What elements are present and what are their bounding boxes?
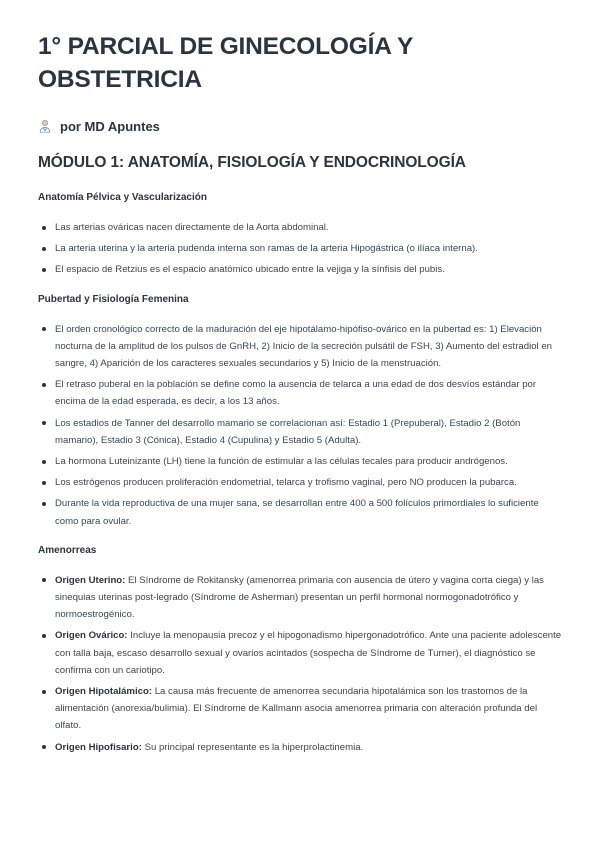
section-pubertad	[38, 293, 564, 530]
item-text: El retraso puberal en la población se define como la ausencia de telarca a una edad de dos desvíos estándar por encima de la edad esperada, es decir, a los 13 años.	[55, 379, 537, 408]
item-label: Origen Hipotalámico:	[55, 686, 153, 698]
doctor-icon	[38, 119, 52, 133]
item-text: El espacio de Retzius es el espacio anatómico ubicado entre la vejiga y la sínfisis del pubis.	[55, 264, 445, 276]
list-item	[38, 321, 564, 373]
list-item	[38, 474, 564, 491]
section-heading: Pubertad y Fisiología Femenina	[38, 293, 189, 305]
item-text: Incluye la menopausia precoz y el hipogonadismo hipergonadotrófico. Ante una paciente adolescente con talla baja, escaso desarrollo sexual y ovarios acintados (sospecha de Síndrome de Turner), el diagnóstico se confirma con un cariotipo.	[55, 630, 562, 676]
author-name: por MD Apuntes	[60, 118, 160, 134]
author-line	[38, 118, 564, 134]
list-item	[38, 219, 564, 236]
bullet-list	[38, 219, 564, 279]
item-text: Los estadios de Tanner del desarrollo mamario se correlacionan así: Estadio 1 (Prepuberal), Estadio 2 (Botón mamario), Estadio 3 (Cónica), Estadio 4 (Cupulina) y Estadio 5 (Adulta).	[55, 417, 521, 446]
list-item	[38, 495, 564, 529]
list-item	[38, 739, 564, 756]
bullet-list	[38, 321, 564, 530]
document-title: 1° PARCIAL DE GINECOLOGÍA Y OBSTETRICIA	[38, 33, 413, 93]
section-heading: Anatomía Pélvica y Vascularización	[38, 192, 207, 203]
list-item	[38, 453, 564, 470]
list-item	[38, 683, 564, 735]
item-text: La causa más frecuente de amenorrea secundaria hipotalámica son los trastornos de la alimentación (anorexia/bulimia). El Síndrome de Kallmann asocia amenorrea primaria con alteración profunda del olfato.	[55, 686, 538, 732]
item-label: Origen Ovárico:	[55, 630, 128, 642]
module-title: MÓDULO 1: ANATOMÍA, FISIOLOGÍA Y ENDOCRINOLOGÍA	[38, 154, 466, 171]
item-label: Origen Hipofisario:	[55, 741, 142, 753]
section-amenorreas	[38, 544, 564, 756]
item-text: La arteria uterina y la arteria pudenda interna son ramas de la arteria Hipogástrica (o ilíaca interna).	[55, 243, 478, 255]
item-text: Durante la vida reproductiva de una mujer sana, se desarrollan entre 400 a 500 folículos primordiales lo suficiente como para ovular.	[55, 498, 539, 527]
list-item	[38, 261, 564, 278]
bullet-list	[38, 572, 564, 756]
section-anatomia	[38, 191, 564, 279]
section-heading: Amenorreas	[38, 544, 97, 556]
list-item	[38, 240, 564, 257]
item-text: Su principal representante es la hiperprolactinemia.	[144, 741, 364, 753]
list-item	[38, 415, 564, 449]
list-item	[38, 376, 564, 410]
list-item	[38, 572, 564, 624]
item-text: Los estrógenos producen proliferación endometrial, telarca y trofismo vaginal, pero NO producen la pubarca.	[55, 477, 517, 489]
item-text: Las arterias ováricas nacen directamente de la Aorta abdominal.	[55, 222, 329, 233]
list-item	[38, 627, 564, 679]
item-text: El Síndrome de Rokitansky (amenorrea primaria con ausencia de útero y vagina corta ciega) y las sinequias uterinas post-legrado (Síndrome de Asherman) presentan un perfil hormonal normogonadotrófico y normoestrogénico.	[55, 574, 544, 621]
item-text: El orden cronológico correcto de la maduración del eje hipotálamo-hipófiso-ovárico en la pubertad es: 1) Elevación nocturna de la amplitud de los pulsos de GnRH, 2) Inicio de la secreción pulsátil de FSH, 3) Aumento del estradiol en sangre, 4) Aparición de los caracteres sexuales secundarios y 5) Inicio de la menstruación.	[55, 323, 553, 370]
item-label: Origen Uterino:	[55, 574, 126, 586]
item-text: La hormona Luteinizante (LH) tiene la función de estimular a las células tecales para producir andrógenos.	[55, 456, 508, 468]
